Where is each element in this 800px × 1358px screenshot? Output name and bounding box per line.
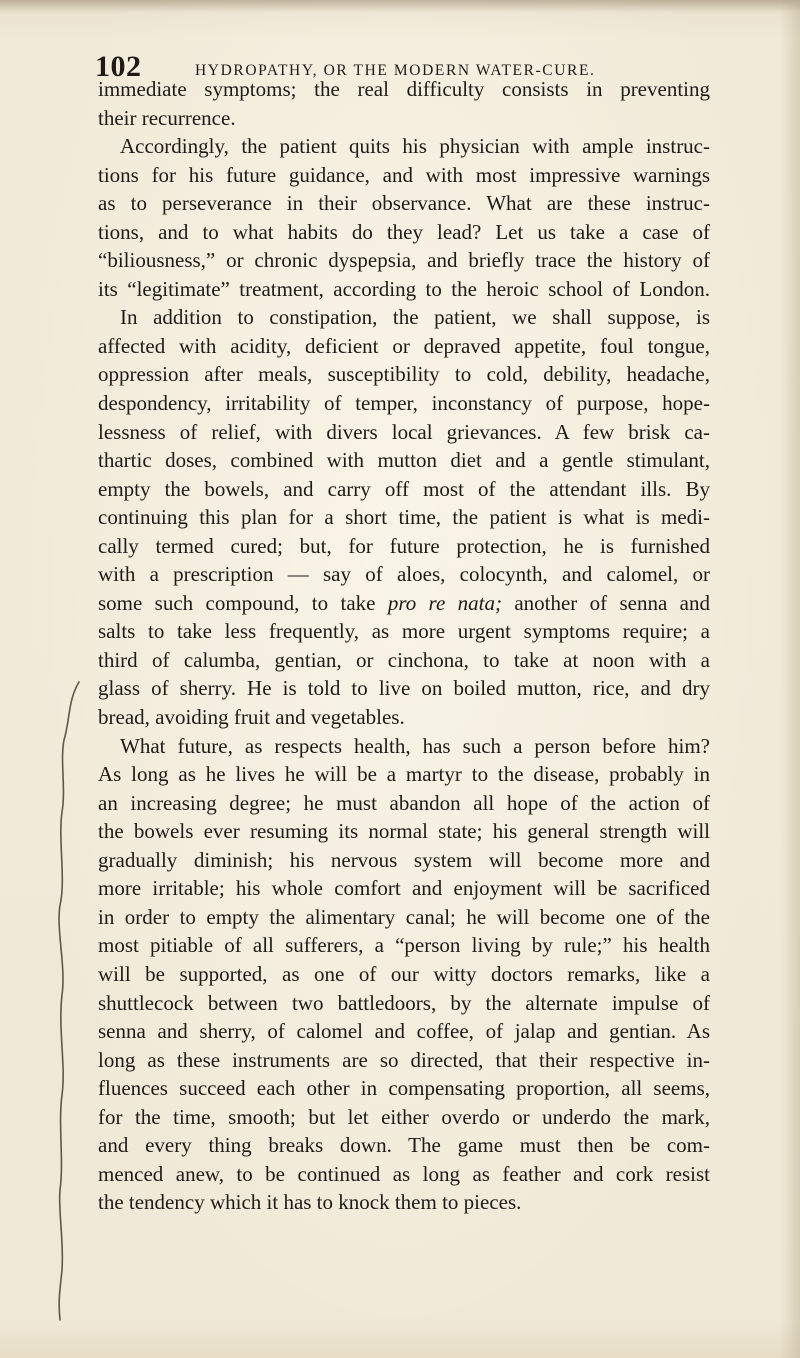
italic-phrase: pro re nata; (387, 590, 502, 615)
text-line: long as these instruments are so directed, that their respective in- (98, 1047, 710, 1072)
text-line: as to perseverance in their observance. What are these instruc- (98, 191, 710, 216)
text-line: an increasing degree; he must abandon all hope of the action of (98, 790, 710, 815)
text-line: tions for his future guidance, and with most impressive warnings (98, 162, 710, 187)
page-number: 102 (95, 50, 142, 83)
text-line: Accordingly, the patient quits his physician with ample instruc- (120, 134, 710, 159)
text-line: empty the bowels, and carry off most of the attendant ills. By (98, 476, 710, 501)
page-top-shadow (0, 0, 800, 12)
text-line: shuttlecock between two battledoors, by the alternate impulse of (98, 990, 710, 1015)
text-line: oppression after meals, susceptibility to cold, debility, headache, (98, 362, 710, 387)
text-line: their recurrence. (98, 105, 236, 130)
text-line: lessness of relief, with divers local grievances. A few brisk ca- (98, 419, 710, 444)
running-title: HYDROPATHY, OR THE MODERN WATER-CURE. (195, 62, 596, 79)
body-text (98, 75, 710, 1217)
text-line: menced anew, to be continued as long as feather and cork resist (98, 1161, 710, 1186)
text-line: its “legitimate” treatment, according to the heroic school of London. (98, 276, 710, 301)
text-line: fluences succeed each other in compensating proportion, all seems, (98, 1076, 710, 1101)
text-line: with a prescription — say of aloes, colocynth, and calomel, or (98, 562, 710, 587)
text-line: the bowels ever resuming its normal state; his general strength will (98, 819, 710, 844)
text-line: glass of sherry. He is told to live on boiled mutton, rice, and dry (98, 676, 710, 701)
text-line: “biliousness,” or chronic dyspepsia, and briefly trace the history of (98, 248, 710, 273)
pencil-bracket-stroke (59, 682, 79, 1320)
text-line: tions, and to what habits do they lead? Let us take a case of (98, 219, 710, 244)
text-line: and every thing breaks down. The game must then be com- (98, 1133, 710, 1158)
text-line: As long as he lives he will be a martyr to the disease, probably in (98, 762, 710, 787)
text-line: senna and sherry, of calomel and coffee, of jalap and gentian. As (98, 1019, 710, 1044)
text-line: third of calumba, gentian, or cinchona, to take at noon with a (98, 647, 710, 672)
text-line: most pitiable of all sufferers, a “person living by rule;” his health (98, 933, 710, 958)
text-line: In addition to constipation, the patient, we shall suppose, is (120, 305, 710, 330)
page-gutter-shadow (780, 0, 800, 1358)
text-line: What future, as respects health, has such a person before him? (120, 733, 710, 758)
text-line: immediate symptoms; the real difficulty consists in preventing (98, 77, 710, 101)
text-line: gradually diminish; his nervous system will become more and (98, 847, 710, 872)
text-line: for the time, smooth; but let either overdo or underdo the mark, (98, 1104, 710, 1129)
text-line: cally termed cured; but, for future protection, he is furnished (98, 533, 710, 558)
text-line: affected with acidity, deficient or depraved appetite, foul tongue, (98, 333, 710, 358)
text-line: salts to take less frequently, as more urgent symptoms require; a (98, 619, 710, 644)
text-line: in order to empty the alimentary canal; he will become one of the (98, 904, 710, 929)
text-line: the tendency which it has to knock them to pieces. (98, 1190, 522, 1215)
text-line: continuing this plan for a short time, the patient is what is medi- (98, 505, 710, 530)
text-line: more irritable; his whole comfort and enjoyment will be sacrificed (98, 876, 710, 901)
text-line: despondency, irritability of temper, inconstancy of purpose, hope- (98, 391, 710, 416)
text-line-with-italic: some such compound, to take pro re nata; another of senna and (98, 590, 710, 615)
text-line: will be supported, as one of our witty doctors remarks, like a (98, 961, 710, 986)
text-line: bread, avoiding fruit and vegetables. (98, 705, 405, 730)
text-line: thartic doses, combined with mutton diet and a gentle stimulant, (98, 448, 710, 473)
